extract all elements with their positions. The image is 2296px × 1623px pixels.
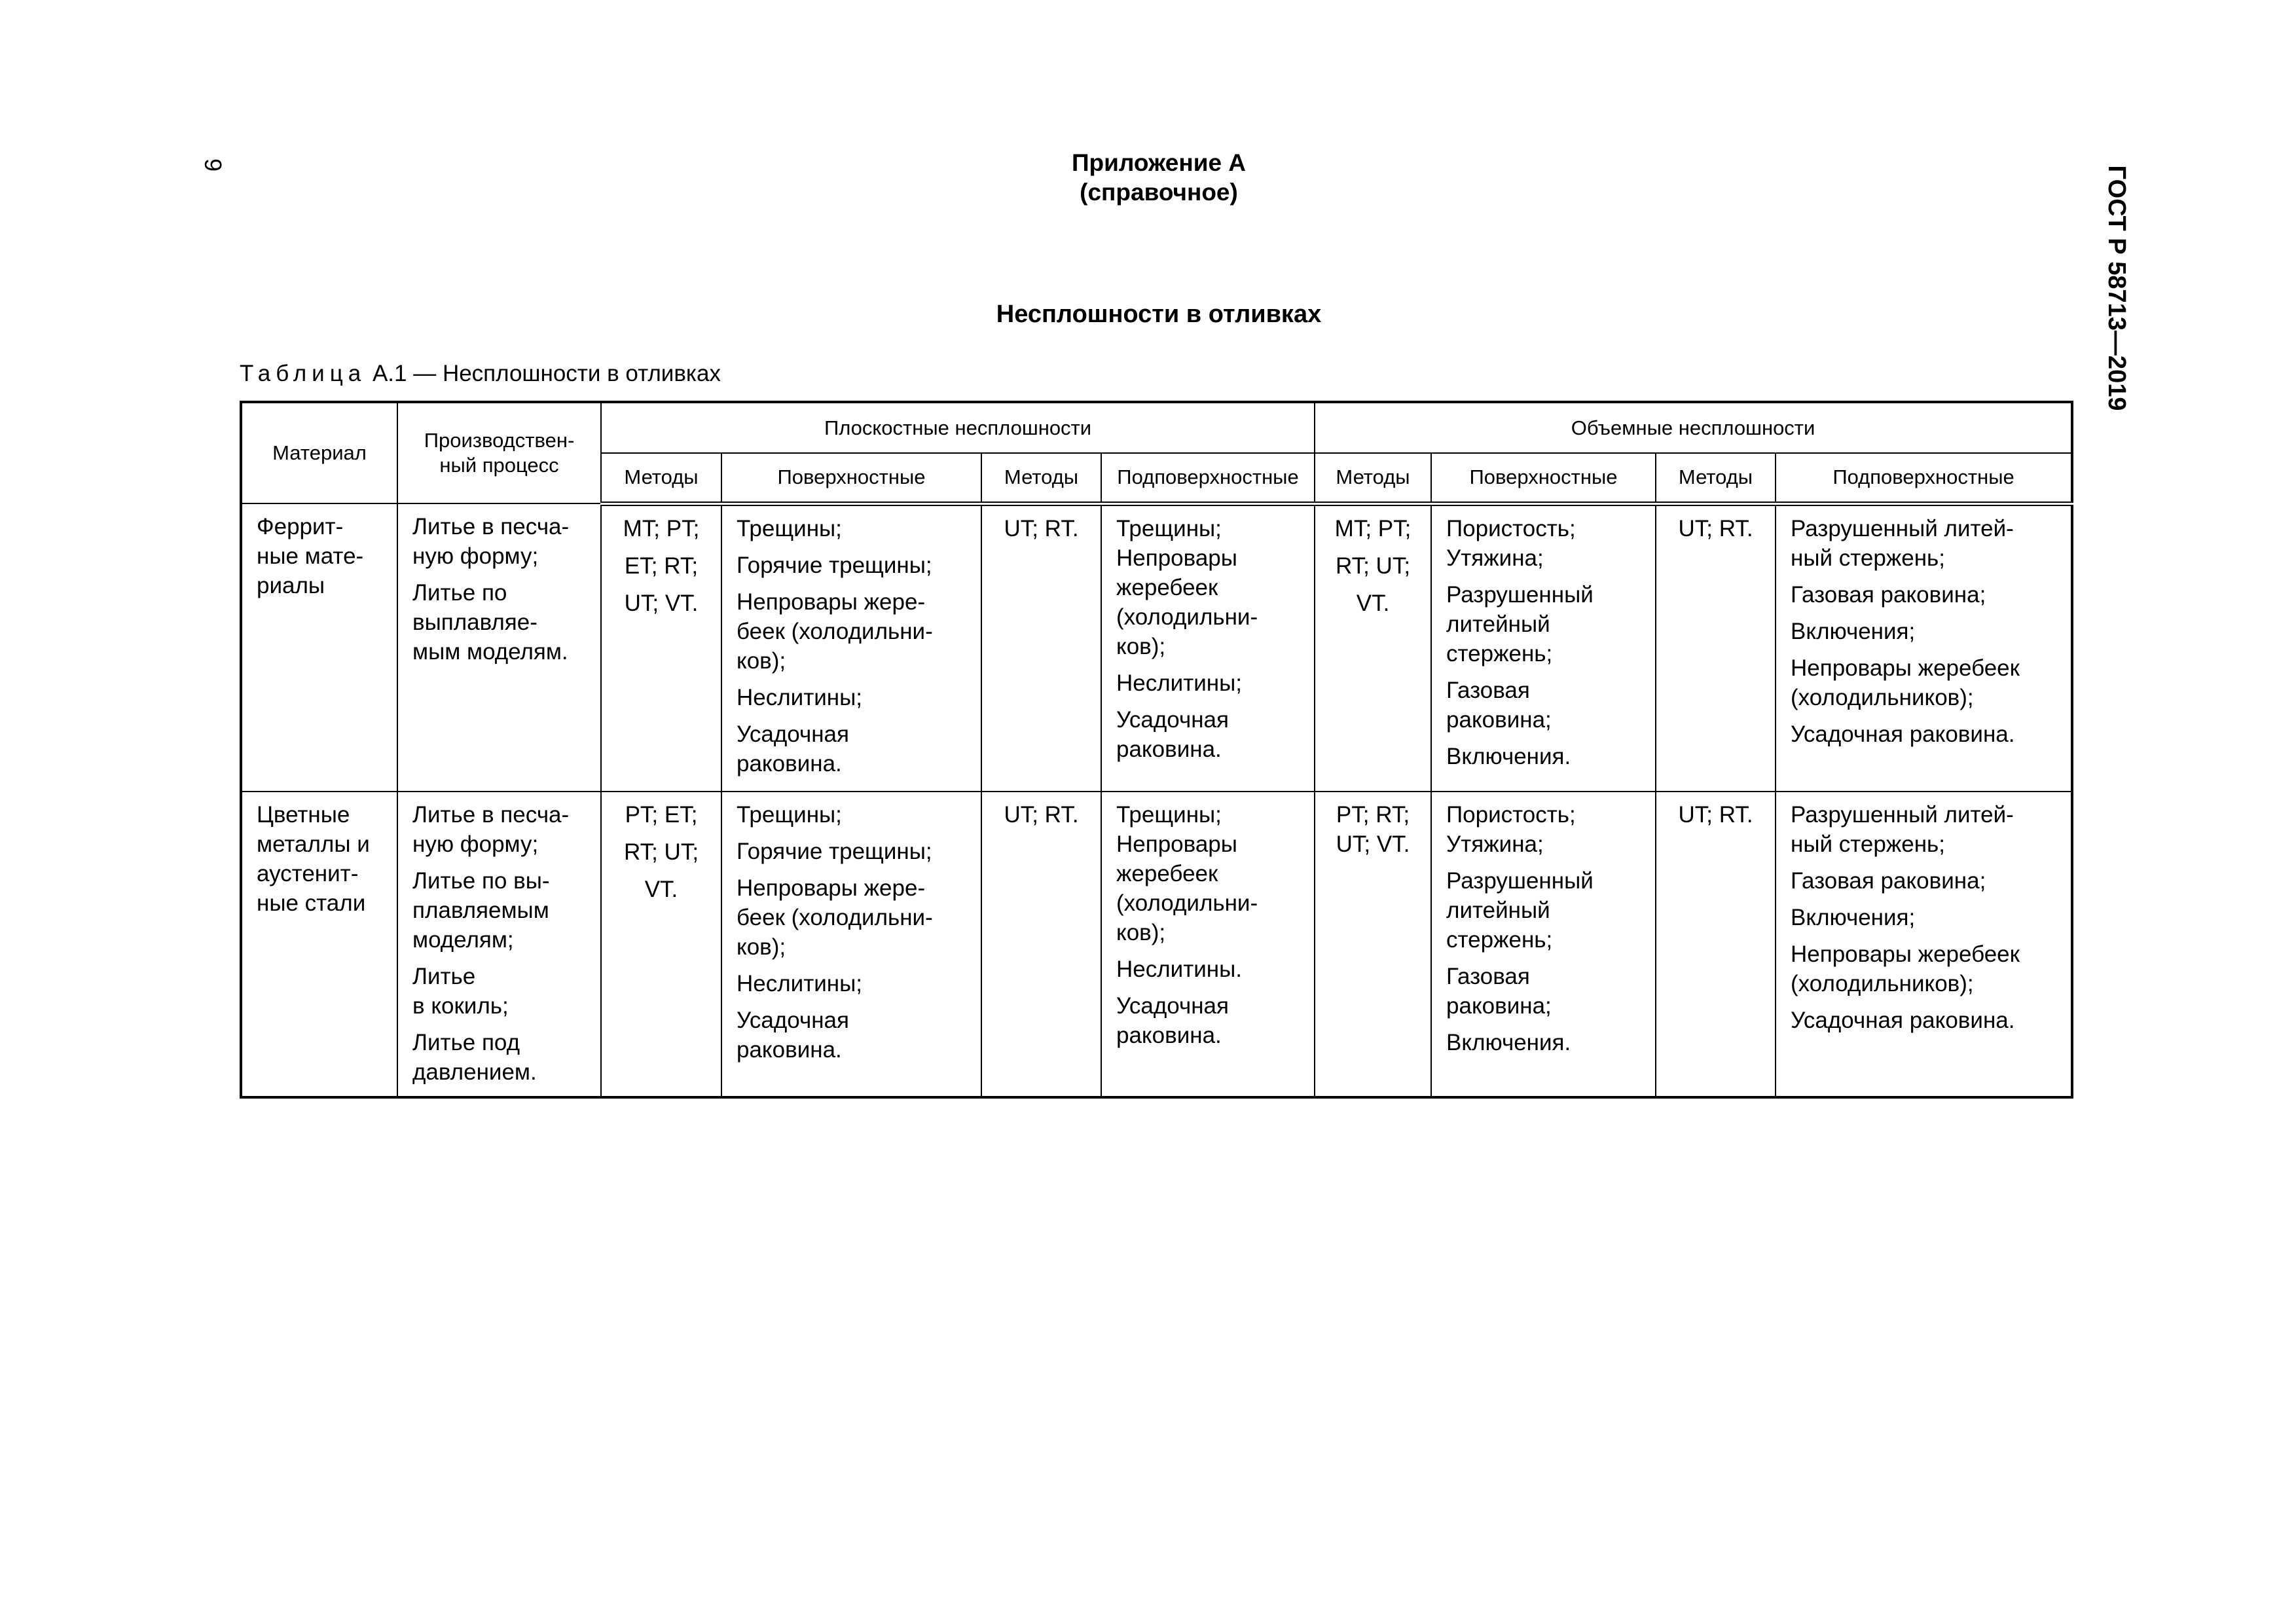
cell-planar-surface: Трещины; Горячие трещины; Непровары жере- беек (холодильни- ков); Неслитины; Усадочная раковина. <box>721 503 981 792</box>
cell-methods: PT; ET; RT; UT; VT. <box>601 792 721 1097</box>
cell-volumetric-surface: Пористость; Утяжина; Разрушенный литейный стержень; Газовая раковина; Включения. <box>1431 792 1656 1097</box>
header-methods: Методы <box>1315 453 1431 503</box>
cell-material: Феррит- ные мате- риалы <box>241 503 397 792</box>
header-material: Материал <box>241 402 397 503</box>
table-row <box>241 503 2072 792</box>
header-methods: Методы <box>1656 453 1776 503</box>
header-methods: Методы <box>981 453 1101 503</box>
header-surface: Поверхностные <box>721 453 981 503</box>
cell-methods: MT; PT; RT; UT; VT. <box>1315 503 1431 792</box>
appendix-heading <box>917 148 1401 207</box>
cell-methods: UT; RT. <box>1656 792 1776 1097</box>
appendix-subtitle: (справочное) <box>1080 179 1238 206</box>
cell-volumetric-surface: Пористость; Утяжина; Разрушенный литейный стержень; Газовая раковина; Включения. <box>1431 503 1656 792</box>
document-code: ГОСТ Р 58713—2019 <box>2103 165 2130 411</box>
cell-planar-subsurface: Трещины; Непровары жеребеек (холодильни- ков); Неслитины. Усадочная раковина. <box>1101 792 1315 1097</box>
header-process: Производствен- ный процесс <box>397 402 601 503</box>
header-row-1 <box>241 402 2072 453</box>
caption-prefix: Таблица <box>240 361 367 386</box>
cell-methods: PT; RT; UT; VT. <box>1315 792 1431 1097</box>
caption-text: А.1 — Несплошности в отливках <box>366 361 721 386</box>
cell-methods: MT; PT; ET; RT; UT; VT. <box>601 503 721 792</box>
header-methods: Методы <box>601 453 721 503</box>
cell-volumetric-subsurface: Разрушенный литей- ный стержень; Газовая раковина; Включения; Непровары жеребеек (холодильников); Усадочная раковина. <box>1776 503 2072 792</box>
cell-methods: UT; RT. <box>1656 503 1776 792</box>
cell-planar-subsurface: Трещины; Непровары жеребеек (холодильни- ков); Неслитины; Усадочная раковина. <box>1101 503 1315 792</box>
cell-process: Литье в песча- ную форму; Литье по вы- плавляемым моделям; Литье в кокиль; Литье под давлением. <box>397 792 601 1097</box>
page-number: 9 <box>200 158 227 172</box>
cell-volumetric-subsurface: Разрушенный литей- ный стержень; Газовая раковина; Включения; Непровары жеребеек (холодильников); Усадочная раковина. <box>1776 792 2072 1097</box>
table-row <box>241 792 2072 1097</box>
cell-methods: UT; RT. <box>981 503 1101 792</box>
cell-process: Литье в песча- ную форму; Литье по выплавляе- мым моделям. <box>397 503 601 792</box>
defects-table <box>240 401 2073 1099</box>
table-caption <box>240 358 721 390</box>
cell-material: Цветные металлы и аустенит- ные стали <box>241 792 397 1097</box>
header-planar: Плоскостные несплошности <box>601 402 1315 453</box>
header-subsurface: Подповерхностные <box>1101 453 1315 503</box>
header-subsurface: Подповерхностные <box>1776 453 2072 503</box>
section-title: Несплошности в отливках <box>996 301 1322 328</box>
header-surface: Поверхностные <box>1431 453 1656 503</box>
cell-planar-surface: Трещины; Горячие трещины; Непровары жере- беек (холодильни- ков); Неслитины; Усадочная раковина. <box>721 792 981 1097</box>
header-volumetric: Объемные несплошности <box>1315 402 2072 453</box>
appendix-title: Приложение А <box>1071 149 1247 176</box>
cell-methods: UT; RT. <box>981 792 1101 1097</box>
